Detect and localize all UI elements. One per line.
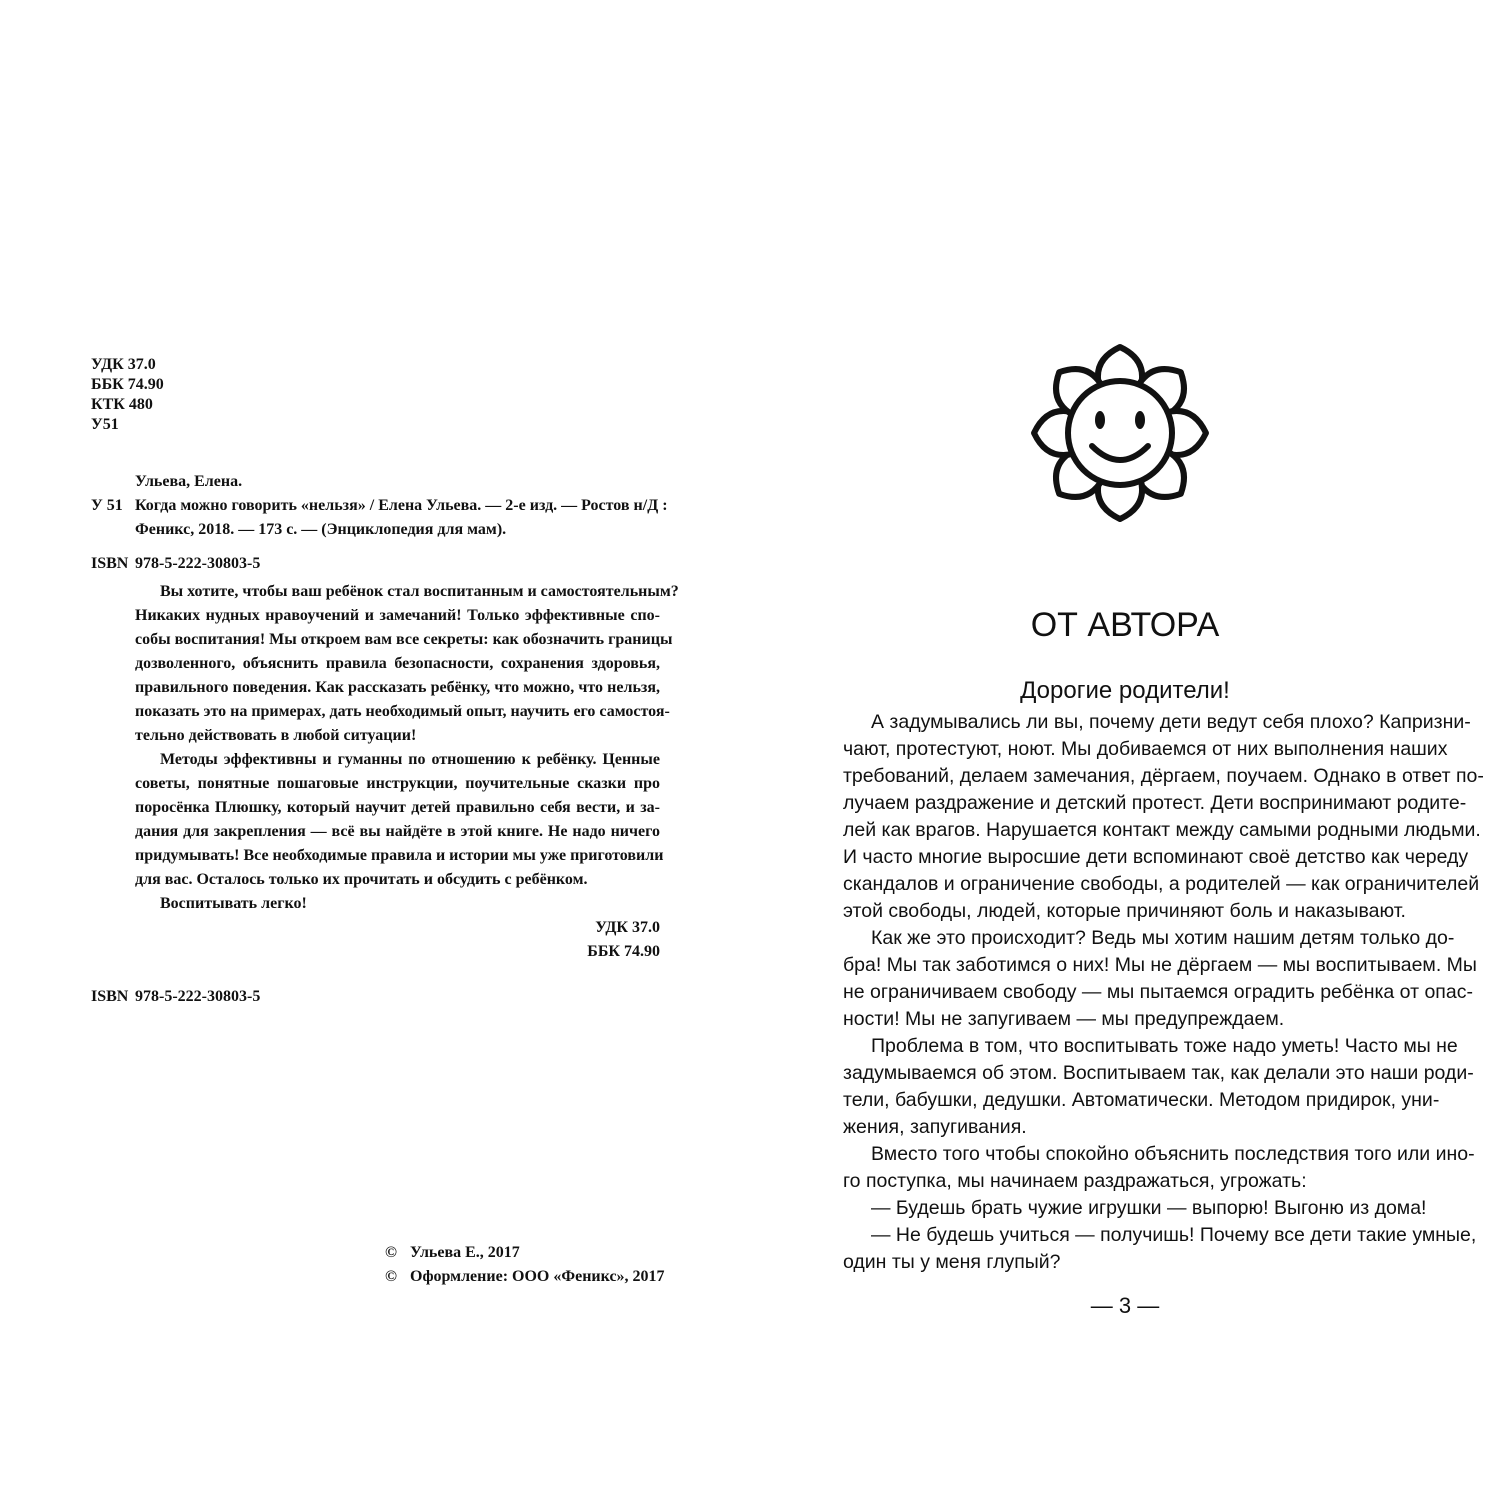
body-line: — Не будешь учиться — получишь! Почему все дети такие умные, <box>871 1224 1477 1246</box>
body-line: тели, бабушки, дедушки. Автоматически. Методом придирок, уни- <box>843 1089 1440 1111</box>
body-line: бра! Мы так заботимся о них! Мы не дёргаем — мы воспитываем. Мы <box>843 954 1477 976</box>
annotation-line: Вы хотите, чтобы ваш ребёнок стал воспитанным и самостоятельным? <box>160 583 679 600</box>
body-line: скандалов и ограничение свободы, а родителей — как ограничителей <box>843 873 1480 895</box>
copyright-symbol: © <box>385 1244 397 1261</box>
body-line: Проблема в том, что воспитывать тоже надо уметь! Часто мы не <box>871 1035 1458 1057</box>
smiling-flower-icon <box>1030 338 1210 528</box>
copyright-symbol: © <box>385 1268 397 1285</box>
body-line: Как же это происходит? Ведь мы хотим нашим детям только до- <box>871 927 1455 949</box>
annotation-line: Воспитывать легко! <box>160 895 307 912</box>
annotation-line: дозволенного, объяснить правила безопасности, сохранения здоровья, <box>135 655 660 672</box>
ktk-code: КТК 480 <box>91 396 153 413</box>
body-line: Вместо того чтобы спокойно объяснить последствия того или ино- <box>871 1143 1475 1165</box>
annotation-line: Методы эффективны и гуманны по отношению к ребёнку. Ценные <box>160 751 660 768</box>
body-line: лей как врагов. Нарушается контакт между самыми родными людьми. <box>843 819 1481 841</box>
call-number: У 51 <box>91 497 123 514</box>
body-line: не ограничиваем свободу — мы пытаемся оградить ребёнка от опас- <box>843 981 1473 1003</box>
annotation-line: собы воспитания! Мы откроем вам все секреты: как обозначить границы <box>135 631 673 648</box>
udk-code: УДК 37.0 <box>91 356 156 373</box>
body-line: жения, запугивания. <box>843 1116 1027 1138</box>
salutation: Дорогие родители! <box>1020 677 1230 704</box>
body-line: чают, протестуют, ноют. Мы добиваемся от них выполнения наших <box>843 738 1448 760</box>
bibliographic-line-1: Когда можно говорить «нельзя» / Елена Ульева. — 2-е изд. — Ростов н/Д : <box>135 497 668 514</box>
annotation-line: советы, понятные пошаговые инструкции, поучительные сказки про <box>135 775 660 792</box>
bbk-code: ББК 74.90 <box>91 376 164 393</box>
body-line: ности! Мы не запугиваем — мы предупреждаем. <box>843 1008 1285 1030</box>
body-line: этой свободы, людей, которые причиняют боль и наказывают. <box>843 900 1406 922</box>
foreword-page <box>750 0 1500 1500</box>
body-line: И часто многие выросшие дети вспоминают своё детство как череду <box>843 846 1469 868</box>
body-line: лучаем раздражение и детский протест. Дети воспринимают родите- <box>843 792 1467 814</box>
annotation-line: показать это на примерах, дать необходимый опыт, научить его самостоя- <box>135 703 670 720</box>
annotation-line: Никаких нудных нравоучений и замечаний! Только эффективные спо- <box>135 607 660 624</box>
annotation-line: придумывать! Все необходимые правила и истории мы уже приготовили <box>135 847 664 864</box>
isbn-number-bottom: 978-5-222-30803-5 <box>135 988 261 1005</box>
chapter-title: ОТ АВТОРА <box>1030 606 1220 644</box>
annotation-line: дания для закрепления — всё вы найдёте в этой книге. Не надо ничего <box>135 823 660 840</box>
author-name: Ульева, Елена. <box>135 473 243 490</box>
udk-code-right: УДК 37.0 <box>595 919 660 936</box>
annotation-line: для вас. Осталось только их прочитать и обсудить с ребёнком. <box>135 871 588 888</box>
isbn-label-bottom: ISBN <box>91 988 129 1005</box>
body-line: задумываемся об этом. Воспитываем так, как делали это наши роди- <box>843 1062 1474 1084</box>
isbn-label: ISBN <box>91 555 129 572</box>
page-number: — 3 — <box>1090 1293 1160 1318</box>
body-line: — Будешь брать чужие игрушки — выпорю! Выгоню из дома! <box>871 1197 1427 1219</box>
annotation-line: тельно действовать в любой ситуации! <box>135 727 417 744</box>
body-line: А задумывались ли вы, почему дети ведут себя плохо? Капризни- <box>871 711 1471 733</box>
isbn-number: 978-5-222-30803-5 <box>135 555 261 572</box>
bbk-code-right: ББК 74.90 <box>587 943 660 960</box>
bibliographic-line-2: Феникс, 2018. — 173 с. — (Энциклопедия для мам). <box>135 521 507 538</box>
body-line: требований, делаем замечания, дёргаем, поучаем. Однако в ответ по- <box>843 765 1484 787</box>
body-line: один ты у меня глупый? <box>843 1251 1061 1273</box>
author-sign: У51 <box>91 416 119 433</box>
body-line: го поступка, мы начинаем раздражаться, угрожать: <box>843 1170 1307 1192</box>
annotation-line: правильного поведения. Как рассказать ребёнку, что можно, что нельзя, <box>135 679 660 696</box>
annotation-line: поросёнка Плюшку, который научит детей правильно себя вести, и за- <box>135 799 660 816</box>
copyright-author: Ульева Е., 2017 <box>410 1244 520 1261</box>
copyright-design: Оформление: ООО «Феникс», 2017 <box>410 1268 665 1285</box>
